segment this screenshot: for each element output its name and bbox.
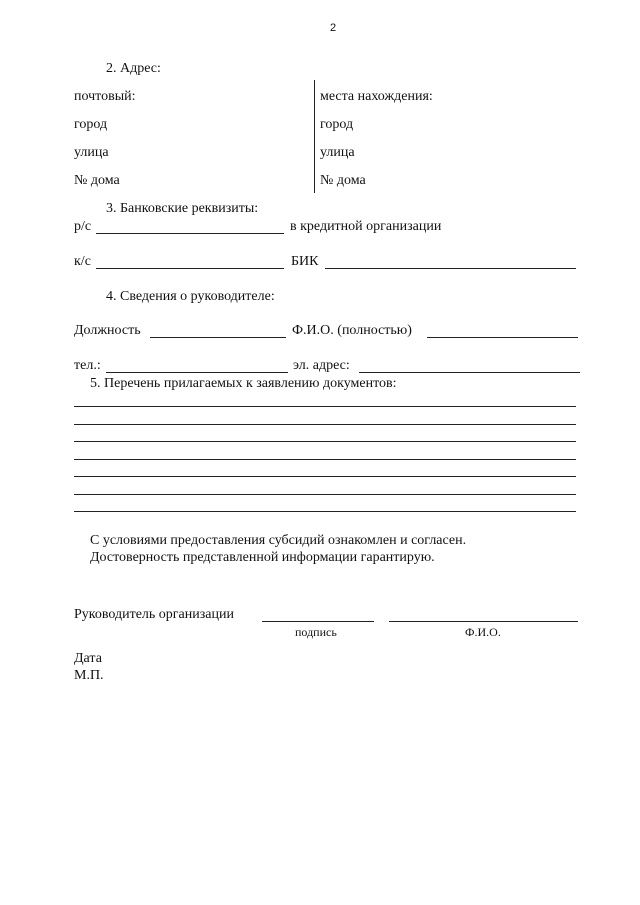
documents-heading: 5. Перечень прилагаемых к заявлению документов:	[90, 376, 397, 391]
fio-label: Ф.И.О. (полностью)	[292, 323, 412, 338]
credit-org-label: в кредитной организации	[290, 219, 442, 234]
postal-address-label: почтовый:	[74, 89, 136, 104]
position-field[interactable]	[150, 337, 286, 338]
documents-line[interactable]	[74, 494, 576, 495]
bank-heading: 3. Банковские реквизиты:	[106, 201, 259, 216]
postal-house-label: № дома	[74, 173, 120, 188]
bik-label: БИК	[291, 254, 319, 269]
agreement-line-1: С условиями предоставления субсидий ознакомлен и согласен.	[90, 533, 467, 548]
email-field[interactable]	[359, 372, 580, 373]
bik-field[interactable]	[325, 268, 576, 269]
location-address-label: места нахождения:	[320, 89, 433, 104]
fio-field[interactable]	[427, 337, 578, 338]
phone-field[interactable]	[106, 372, 288, 373]
location-city-label: город	[320, 117, 354, 132]
agreement-line-2: Достоверность представленной информации гарантирую.	[90, 550, 435, 565]
stamp-label: М.П.	[74, 668, 104, 683]
documents-line[interactable]	[74, 476, 576, 477]
address-column-divider	[314, 80, 315, 193]
account-label: р/с	[74, 219, 92, 234]
documents-line[interactable]	[74, 441, 576, 442]
account-field[interactable]	[96, 233, 284, 234]
position-label: Должность	[74, 323, 141, 338]
email-label: эл. адрес:	[293, 358, 350, 373]
postal-street-label: улица	[74, 145, 109, 160]
phone-label: тел.:	[74, 358, 101, 373]
postal-city-label: город	[74, 117, 108, 132]
corr-account-field[interactable]	[96, 268, 284, 269]
address-heading: 2. Адрес:	[106, 61, 161, 76]
signature-fio-field[interactable]	[389, 621, 578, 622]
signature-field[interactable]	[262, 621, 374, 622]
page-number: 2	[330, 22, 337, 34]
head-heading: 4. Сведения о руководителе:	[106, 289, 275, 304]
documents-line[interactable]	[74, 459, 576, 460]
location-street-label: улица	[320, 145, 355, 160]
corr-account-label: к/с	[74, 254, 91, 269]
signature-caption: подпись	[295, 625, 337, 639]
documents-line[interactable]	[74, 511, 576, 512]
date-label: Дата	[74, 651, 102, 666]
documents-line[interactable]	[74, 406, 576, 407]
location-house-label: № дома	[320, 173, 366, 188]
documents-line[interactable]	[74, 424, 576, 425]
fio-caption: Ф.И.О.	[465, 625, 501, 639]
head-signature-label: Руководитель организации	[74, 607, 234, 622]
